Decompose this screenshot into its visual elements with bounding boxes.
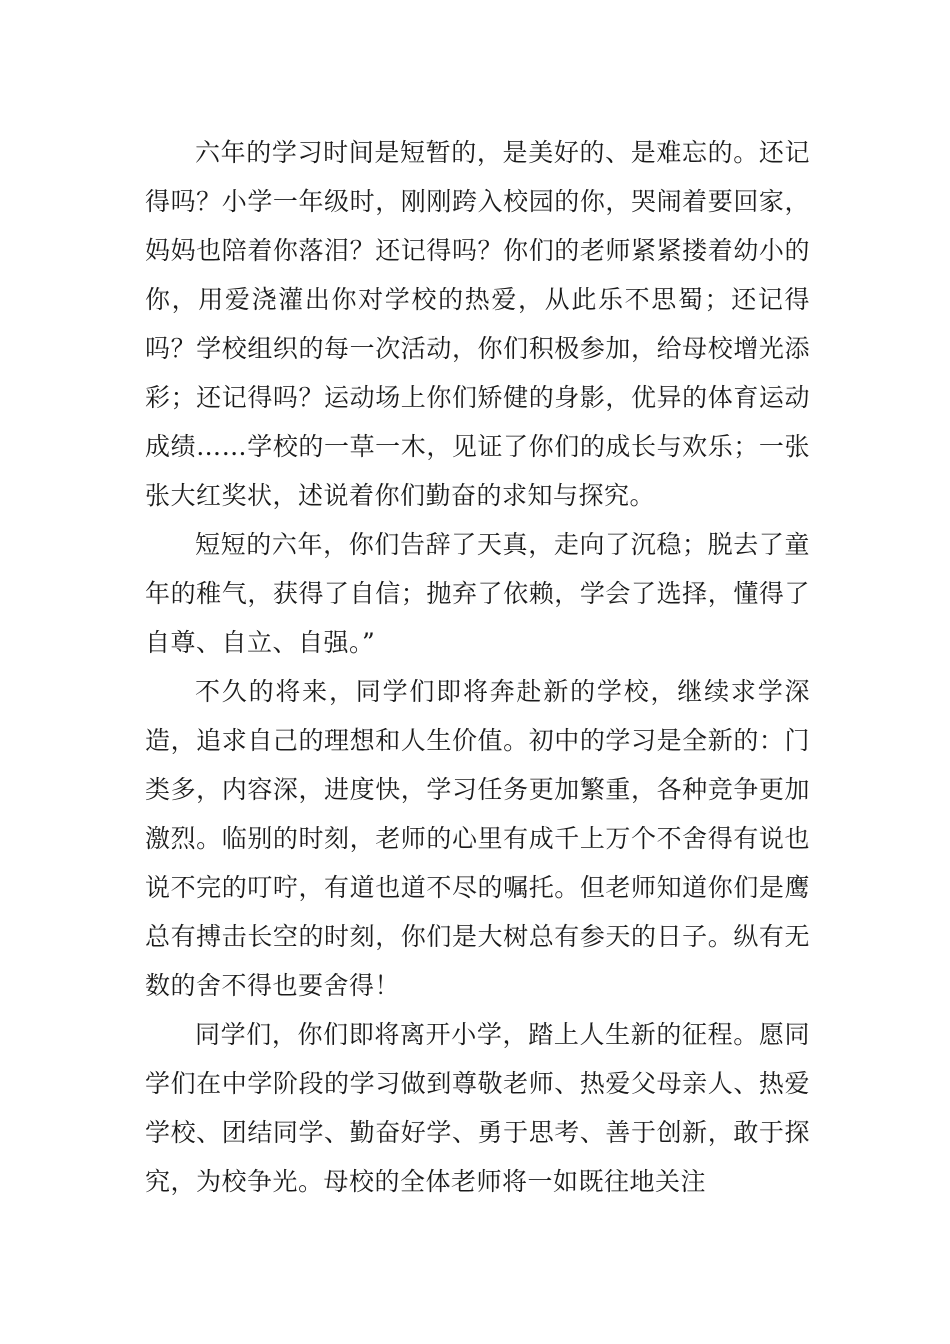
document-body — [145, 128, 810, 1206]
paragraph-3: 不久的将来，同学们即将奔赴新的学校，继续求学深造，追求自己的理想和人生价值。初中的学习是全新的：门类多，内容深，进度快，学习任务更加繁重，各种竞争更加激烈。临别的时刻，老师的心里有成千上万个不舍得有说也说不完的叮咛，有道也道不尽的嘱托。但老师知道你们是鹰总有搏击长空的时刻，你们是大树总有参天的日子。纵有无数的舍不得也要舍得！ — [145, 677, 810, 1000]
paragraph-1: 六年的学习时间是短暂的，是美好的、是难忘的。还记得吗？小学一年级时，刚刚跨入校园的你，哭闹着要回家，妈妈也陪着你落泪？还记得吗？你们的老师紧紧搂着幼小的你，用爱浇灌出你对学校的热爱，从此乐不思蜀；还记得吗？学校组织的每一次活动，你们积极参加，给母校增光添彩；还记得吗？运动场上你们矫健的身影，优异的体育运动成绩……学校的一草一木，见证了你们的成长与欢乐；一张张大红奖状，述说着你们勤奋的求知与探究。 — [145, 138, 810, 510]
paragraph-4: 同学们，你们即将离开小学，踏上人生新的征程。愿同学们在中学阶段的学习做到尊敬老师、热爱父母亲人、热爱学校、团结同学、勤奋好学、勇于思考、善于创新，敢于探究，为校争光。母校的全体老师将一如既往地关注 — [145, 1020, 810, 1196]
paragraph-2: 短短的六年，你们告辞了天真，走向了沉稳；脱去了童年的稚气，获得了自信；抛弃了依赖，学会了选择，懂得了自尊、自立、自强。” — [145, 530, 810, 657]
